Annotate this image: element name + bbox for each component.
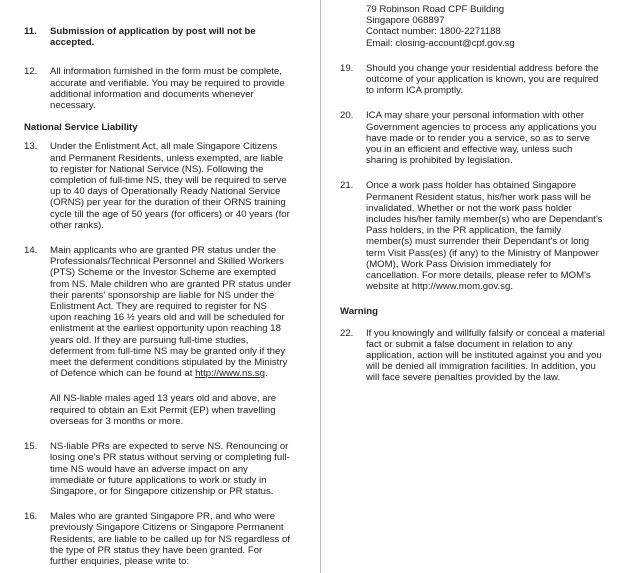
- paragraph-14: [24, 245, 308, 379]
- paragraph-text: ICA may share your personal information with other Government agencies to process any applications you have made or to render you a service, so as to serve you in an efficient and effective way, unless such sharing is prohibited by legislation.: [366, 110, 597, 167]
- section-heading-national-service: National Service Liability: [24, 122, 138, 134]
- paragraph-number: 16.: [24, 511, 38, 523]
- paragraph-13: [24, 141, 308, 231]
- paragraph-text: Submission of application by post will not be accepted.: [50, 26, 256, 49]
- paragraph-text-body: Main applicants who are granted PR status under the Professionals/Technical Personnel and Skilled Workers (PTS) Scheme or the Investor Scheme are exempted from NS. Male children who are granted PR status under their parents' sponsorship are liable for NS under the Enlistment Act. They are required to register for NS upon reaching 16 ½ years old and will be scheduled for enlistment at the earliest opportunity upon reaching 18 years old. If they are pursuing full-time studies, deferment from full-time NS may be granted only if they meet the deferment conditions stipulated by the Ministry of Defence which can be found at: [50, 245, 292, 380]
- paragraph-text: All information furnished in the form must be complete, accurate and verifiable. You may be required to provide additional information and documents whenever necessary.: [50, 66, 285, 112]
- paragraph-text: NS-liable PRs are expected to serve NS. Renouncing or losing one's PR status without serving or completing full- time NS would have an adverse impact on any immediate or future applications to work or study in Singapore, or for Singapore citizenship or PR status.: [50, 441, 290, 497]
- paragraph-number: 22.: [340, 327, 354, 339]
- paragraph-11: [24, 26, 308, 48]
- paragraph-number: 19.: [340, 62, 354, 74]
- paragraph-20: [340, 110, 622, 166]
- paragraph-text: Once a work pass holder has obtained Singapore Permanent Resident status, his/her work pass will be invalidated. Whether or not the work pass holder includes his/her family member(s) who are Dependant's Pass holders, in the PR application, the family member(s) must surrender their Dependant's or long term Visit Pass(es) (if any) to the Ministry of Manpower (MOM), Work Pass Division immediately for cancellation. For more details, please refer to MOM's website at http://www.mom.gov.sg.: [366, 180, 603, 293]
- paragraph-15: [24, 441, 308, 497]
- paragraph-22: [340, 328, 622, 384]
- paragraph-text: Should you change your residential address before the outcome of your application is known, you are required to inform ICA promptly.: [366, 62, 599, 97]
- paragraph-14-continued: All NS-liable males aged 13 years old and above, are required to obtain an Exit Permit (EP) when travelling overseas for 3 months or more.: [50, 393, 277, 427]
- left-column: [24, 4, 308, 567]
- paragraph-16: [24, 511, 308, 567]
- paragraph-text: If you knowingly and willfully falsify or conceal a material fact or submit a false document in relation to any application, action will be instituted against you and you will be denied all immigration facilities. In addition, you will face severe penalties provided by the law.: [366, 327, 605, 384]
- paragraph-number: 15.: [24, 441, 38, 453]
- paragraph-number: 13.: [24, 141, 38, 153]
- ns-website-link[interactable]: http://www.ns.sg: [195, 368, 265, 380]
- paragraph-12: [24, 66, 308, 111]
- section-heading-warning: Warning: [340, 306, 379, 318]
- paragraph-text: Under the Enlistment Act, all male Singapore Citizens and Permanent Residents, unless exempted, are liable to register for National Service (NS). Following the completion of full-time NS, they will be required to serve up to 40 days of Operationally Ready National Service (ORNS) per year for the duration of their ORNS training cycle till the age of 50 years (for officers) or 40 years (for other ranks).: [50, 141, 290, 231]
- paragraph-text: Males who are granted Singapore PR, and who were previously Singapore Citizens or Singapore Permanent Residents, are liable to be called up for NS regardless of the type of PR status they have been granted. For further enquiries, please write to:: [50, 511, 290, 567]
- column-divider: [320, 0, 321, 573]
- paragraph-number: 21.: [340, 180, 354, 192]
- paragraph-text: [50, 245, 308, 379]
- paragraph-number: 11.: [24, 26, 37, 37]
- paragraph-number: 14.: [24, 245, 38, 257]
- cpf-address-block: 79 Robinson Road CPF Building Singapore 068897 Contact number: 1800-2271188 Email: closing-account@cpf.gov.sg: [366, 4, 515, 49]
- paragraph-19: [340, 63, 622, 97]
- paragraph-number: 20.: [340, 110, 354, 122]
- paragraph-21: [340, 180, 622, 292]
- paragraph-text-end: .: [264, 368, 268, 380]
- paragraph-number: 12.: [24, 66, 38, 78]
- right-column: [340, 4, 622, 384]
